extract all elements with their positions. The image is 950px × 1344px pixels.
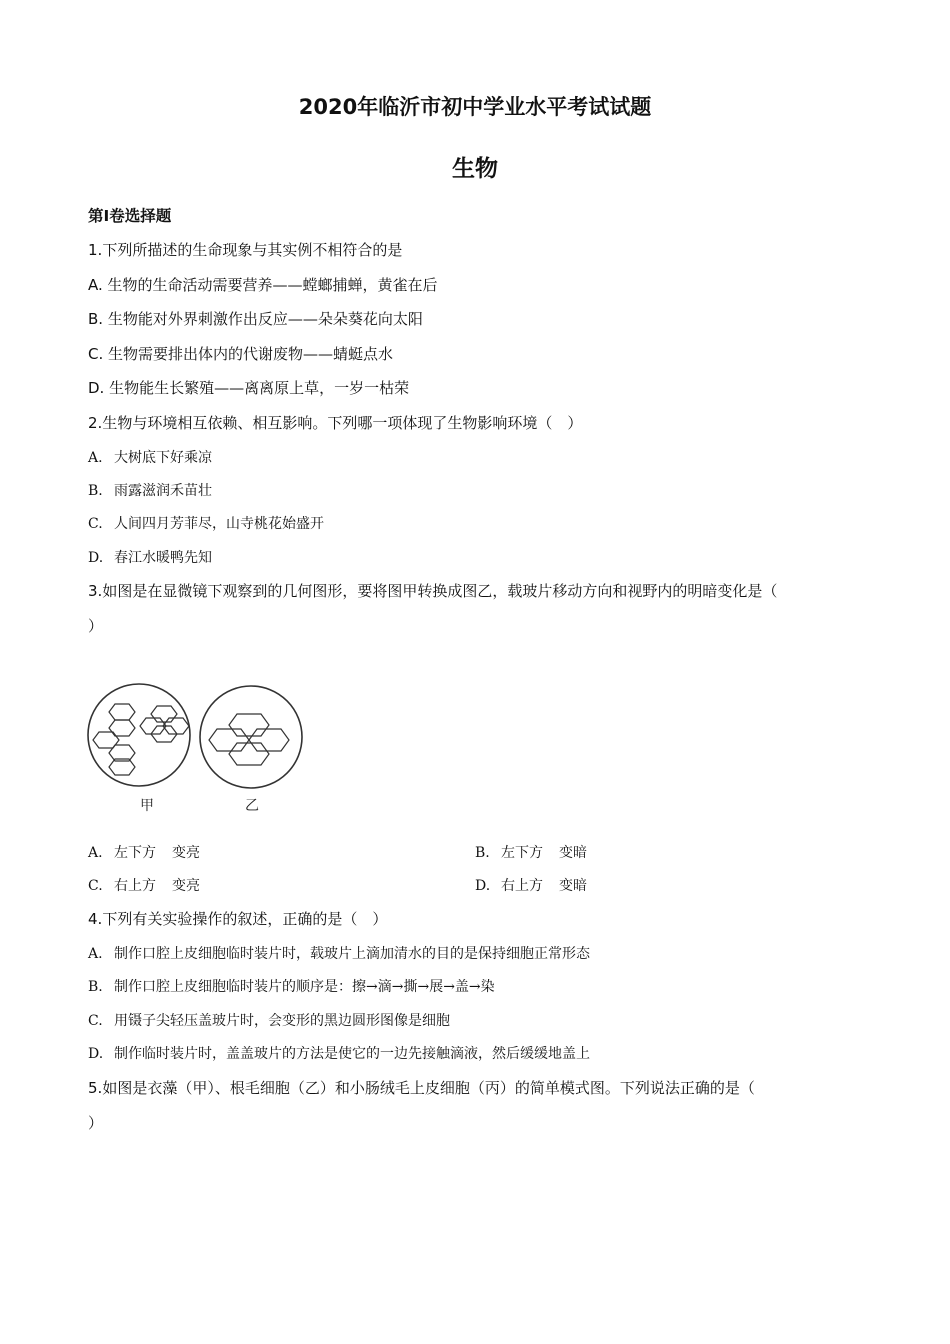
hexagon <box>151 706 177 722</box>
figure-label-yi: 乙 <box>245 798 259 814</box>
question-2-option-c: C. 人间四月芳菲尽，山寺桃花始盛开 <box>88 516 324 532</box>
question-3-option-a: A. 左下方 变亮 <box>88 845 200 861</box>
question-1-option-c: C. 生物需要排出体内的代谢废物——蜻蜓点水 <box>88 345 394 363</box>
question-3-stem-continued: ） <box>88 617 104 635</box>
section-heading: 第Ⅰ卷选择题 <box>88 207 172 225</box>
question-3-option-c: C. 右上方 变亮 <box>88 878 200 894</box>
subject-title: 生物 <box>452 156 498 182</box>
question-3-option-b: B. 左下方 变暗 <box>475 845 587 861</box>
question-4-option-a: A. 制作口腔上皮细胞临时装片时，载玻片上滴加清水的目的是保持细胞正常形态 <box>88 946 590 962</box>
question-3-stem: 3.如图是在显微镜下观察到的几何图形，要将图甲转换成图乙，载玻片移动方向和视野内的明暗变化是（ <box>88 582 778 600</box>
figure-label-jia: 甲 <box>140 798 154 814</box>
hexagon <box>229 743 269 765</box>
question-5-stem: 5.如图是衣藻（甲）、根毛细胞（乙）和小肠绒毛上皮细胞（丙）的简单模式图。下列说法正确的是（ <box>88 1079 755 1097</box>
question-2-option-d: D. 春江水暖鸭先知 <box>88 550 212 566</box>
question-4-option-c: C. 用镊子尖轻压盖玻片时，会变形的黑边圆形图像是细胞 <box>88 1013 450 1029</box>
question-1-option-d: D. 生物能生长繁殖——离离原上草，一岁一枯荣 <box>88 379 410 397</box>
question-5-stem-continued: ） <box>88 1114 104 1132</box>
question-1-option-a: A. 生物的生命活动需要营养——螳螂捕蝉，黄雀在后 <box>88 276 438 294</box>
question-2-option-b: B. 雨露滋润禾苗壮 <box>88 483 212 499</box>
question-3-option-d: D. 右上方 变暗 <box>475 878 587 894</box>
hexagon <box>109 704 135 720</box>
hexagon <box>249 729 289 751</box>
hexagon <box>209 729 249 751</box>
question-1-option-b: B. 生物能对外界刺激作出反应——朵朵葵花向太阳 <box>88 310 423 328</box>
field-jia <box>88 684 190 786</box>
question-4-option-b: B. 制作口腔上皮细胞临时装片的顺序是：擦→滴→撕→展→盖→染 <box>88 979 495 995</box>
question-1-stem: 1.下列所描述的生命现象与其实例不相符合的是 <box>88 241 403 259</box>
question-2-stem: 2.生物与环境相互依赖、相互影响。下列哪一项体现了生物影响环境（ ） <box>88 414 583 432</box>
question-4-option-d: D. 制作临时装片时，盖盖玻片的方法是使它的一边先接触滴液，然后缓缓地盖上 <box>88 1046 590 1062</box>
hexagon <box>109 720 135 736</box>
exam-title: 2020年临沂市初中学业水平考试试题 <box>298 95 652 119</box>
hexagon <box>229 714 269 736</box>
field-yi <box>200 686 302 788</box>
microscope-figure <box>86 682 308 818</box>
question-4-stem: 4.下列有关实验操作的叙述，正确的是（ ） <box>88 910 388 928</box>
field-circle-jia <box>88 684 190 786</box>
question-2-option-a: A. 大树底下好乘凉 <box>88 450 212 466</box>
